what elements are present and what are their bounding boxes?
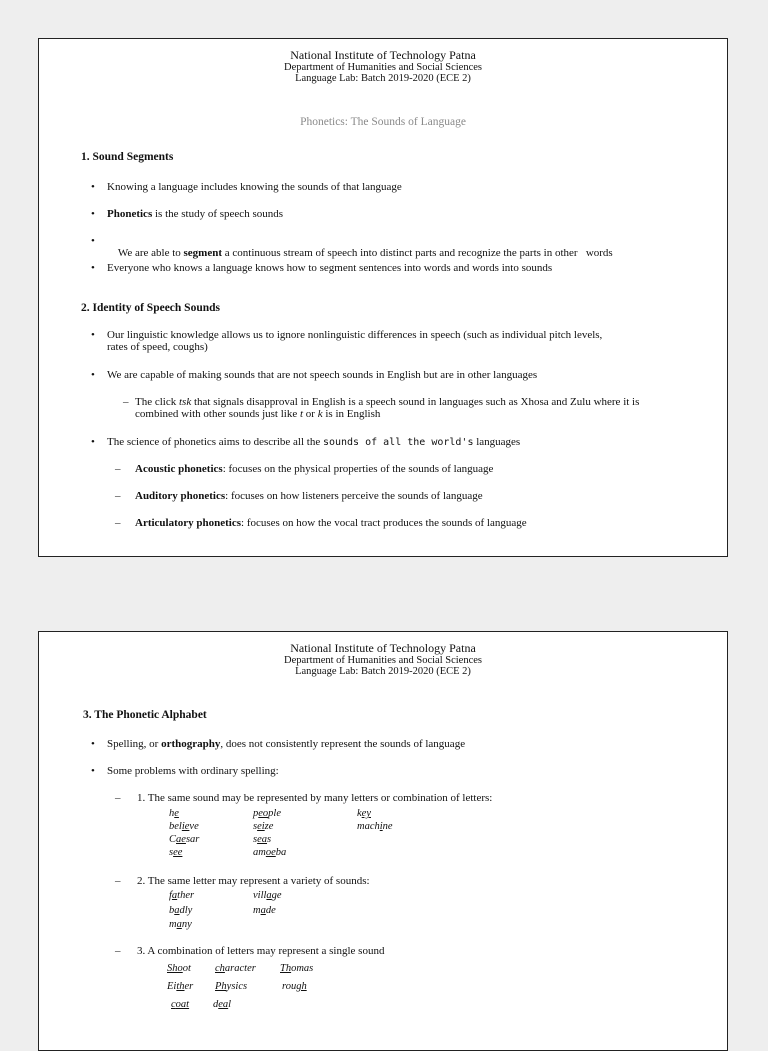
example-word: seas <box>253 834 272 845</box>
example-word: Caesar <box>169 834 200 845</box>
institute-name: National Institute of Technology Patna <box>290 641 476 655</box>
section-title-identity: 2. Identity of Speech Sounds <box>81 302 220 314</box>
section-title-phonetic-alphabet: 3. The Phonetic Alphabet <box>83 709 207 721</box>
example-word: he <box>169 808 179 819</box>
dash-marker: – <box>115 945 121 957</box>
example-word: father <box>169 890 195 901</box>
bullet-item: Knowing a language includes knowing the sounds of that language <box>107 181 402 193</box>
bullet-item: Everyone who knows a language knows how to segment sentences into words and words into sounds <box>107 262 553 274</box>
bullet-marker: • <box>91 208 95 220</box>
dash-marker: – <box>123 396 129 408</box>
example-word: Either <box>167 981 194 992</box>
lab-batch: Language Lab: Batch 2019-2020 (ECE 2) <box>295 73 471 84</box>
sub-bullet-item: Articulatory phonetics: focuses on how the vocal tract produces the sounds of language <box>135 517 527 529</box>
department-name: Department of Humanities and Social Sciences <box>284 654 482 666</box>
example-word: seize <box>253 821 274 832</box>
slide-1 <box>38 38 728 557</box>
example-word: key <box>357 808 371 819</box>
spelling-problem-1: 1. The same sound may be represented by many letters or combination of letters: <box>137 792 493 804</box>
example-word: badly <box>169 905 193 916</box>
slide-2 <box>38 631 728 1051</box>
spelling-problem-2: 2. The same letter may represent a variety of sounds: <box>137 875 370 887</box>
bullet-item: Phonetics is the study of speech sounds <box>107 208 283 220</box>
example-word: deal <box>213 999 232 1010</box>
dash-marker: – <box>115 517 121 529</box>
bullet-item: We are capable of making sounds that are not speech sounds in English but are in other languages <box>107 369 538 381</box>
example-word: machine <box>357 821 393 832</box>
dash-marker: – <box>115 792 121 804</box>
bullet-item: We are able to segment a continuous stream of speech into distinct parts and recognize the parts in other words <box>117 247 613 259</box>
example-word: made <box>253 905 276 916</box>
example-word: village <box>253 890 282 901</box>
example-word: Thomas <box>280 963 314 974</box>
slide-subtitle: Phonetics: The Sounds of Language <box>300 116 466 128</box>
example-word: people <box>253 808 281 819</box>
sub-bullet-item: Auditory phonetics: focuses on how listeners perceive the sounds of language <box>135 490 483 502</box>
example-word: rough <box>282 981 307 992</box>
bullet-item: Spelling, or orthography, does not consistently represent the sounds of language <box>107 738 466 750</box>
example-word: character <box>215 963 256 974</box>
bullet-marker: • <box>91 262 95 274</box>
slide-header <box>39 50 727 85</box>
bullet-item: The science of phonetics aims to describe all the sounds of all the world's languages <box>107 436 521 448</box>
sub-bullet-item: The click tsk that signals disapproval in English is a speech sound in languages such as Xhosa and Zulu where it is combined with other sounds just like t or k is in English <box>135 396 640 420</box>
bullet-item: Our linguistic knowledge allows us to ignore nonlinguistic differences in speech (such as individual pitch levels, rates of speed, coughs) <box>107 329 603 353</box>
slide-header <box>39 643 727 678</box>
dash-marker: – <box>115 463 121 475</box>
bullet-marker: • <box>91 369 95 381</box>
institute-name: National Institute of Technology Patna <box>290 48 476 62</box>
sub-bullet-item: Acoustic phonetics: focuses on the physical properties of the sounds of language <box>135 463 494 475</box>
bullet-marker: • <box>91 765 95 777</box>
spelling-problem-3: 3. A combination of letters may represent a single sound <box>137 945 385 957</box>
example-word: many <box>169 919 192 930</box>
bullet-marker: • <box>91 235 95 247</box>
department-name: Department of Humanities and Social Sciences <box>284 61 482 73</box>
example-word: coat <box>171 999 190 1010</box>
section-title-sound-segments: 1. Sound Segments <box>81 151 174 163</box>
example-word: Shoot <box>167 963 191 974</box>
dash-marker: – <box>115 875 121 887</box>
example-word: Physics <box>215 981 248 992</box>
example-word: believe <box>169 821 199 832</box>
bullet-marker: • <box>91 181 95 193</box>
bullet-marker: • <box>91 738 95 750</box>
bullet-marker: • <box>91 436 95 448</box>
bullet-item: Some problems with ordinary spelling: <box>107 765 279 777</box>
example-word: see <box>169 847 183 858</box>
lab-batch: Language Lab: Batch 2019-2020 (ECE 2) <box>295 666 471 677</box>
bullet-marker: • <box>91 329 95 341</box>
example-word: amoeba <box>253 847 287 858</box>
dash-marker: – <box>115 490 121 502</box>
